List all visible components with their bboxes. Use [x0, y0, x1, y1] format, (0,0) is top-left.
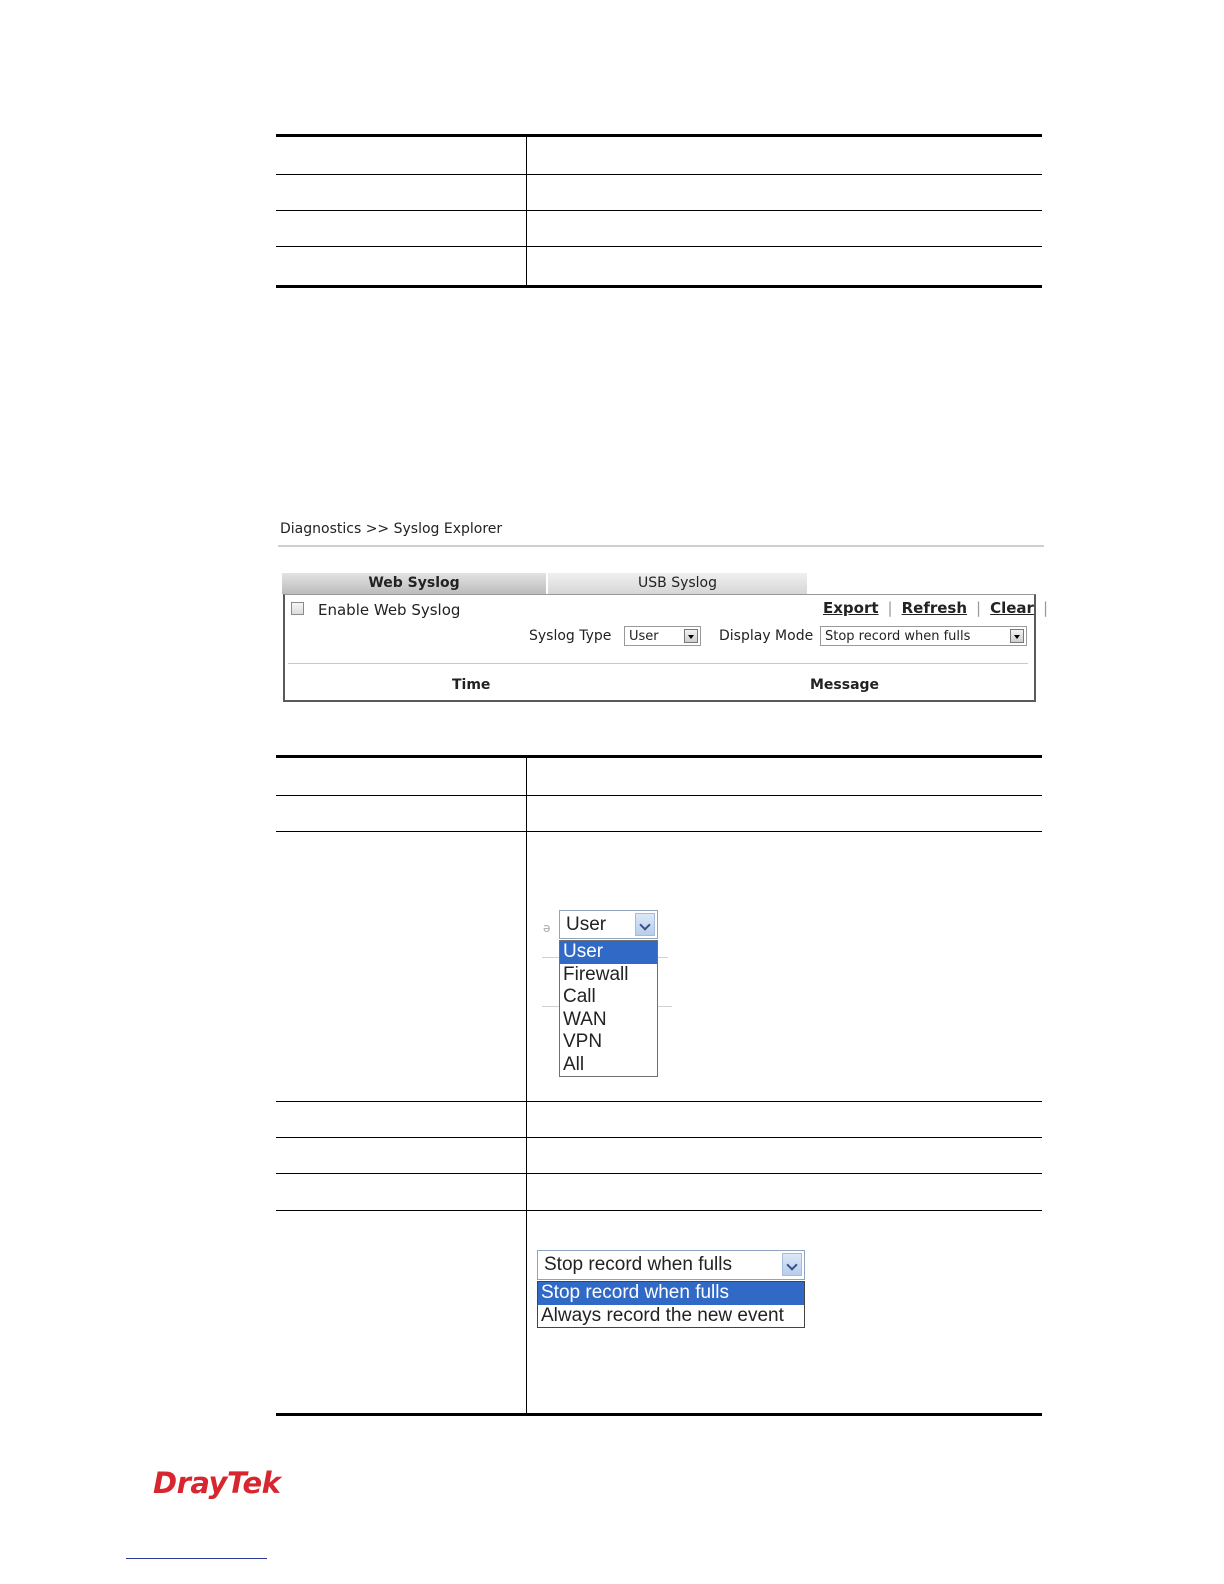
option-vpn[interactable]: VPN: [563, 1031, 603, 1052]
option-stop-record[interactable]: Stop record when fulls: [538, 1282, 804, 1305]
enable-web-syslog-label: Enable Web Syslog: [318, 601, 461, 619]
breadcrumb: Diagnostics >> Syslog Explorer: [280, 521, 503, 537]
display-mode-value: Stop record when fulls: [825, 629, 971, 644]
refresh-link[interactable]: Refresh: [901, 599, 968, 617]
display-mode-label: Display Mode: [719, 628, 814, 644]
export-link[interactable]: Export: [823, 599, 879, 617]
clear-link[interactable]: Clear: [990, 599, 1034, 617]
display-mode-options: [537, 1281, 805, 1328]
display-mode-select[interactable]: [820, 626, 1027, 646]
breadcrumb-divider: [278, 545, 1044, 547]
syslog-type-select[interactable]: [624, 626, 701, 646]
link-separator: |: [976, 599, 982, 617]
option-wan[interactable]: WAN: [563, 1008, 607, 1030]
syslog-type-label: Syslog Type: [529, 628, 612, 644]
syslog-type-options: [559, 940, 658, 1077]
link-separator: |: [1042, 599, 1049, 617]
column-header-message: Message: [810, 677, 880, 693]
tab-web-syslog[interactable]: Web Syslog: [282, 573, 546, 594]
draytek-logo: DrayTek: [153, 1466, 281, 1500]
footer-rule: [126, 1558, 267, 1559]
option-call[interactable]: Call: [563, 986, 596, 1007]
tab-usb-syslog[interactable]: USB Syslog: [548, 573, 807, 594]
panel-divider: [288, 663, 1028, 664]
chevron-down-icon[interactable]: [782, 1253, 802, 1276]
action-links: [823, 599, 1048, 617]
chevron-down-icon[interactable]: [1010, 629, 1024, 643]
display-mode-dropdown[interactable]: [537, 1250, 805, 1280]
option-all[interactable]: All: [563, 1053, 585, 1075]
chevron-down-icon[interactable]: [635, 913, 655, 936]
option-user[interactable]: User: [560, 941, 657, 964]
top-table: [276, 134, 1042, 288]
syslog-type-dropdown-value: User: [566, 914, 607, 935]
syslog-type-dropdown[interactable]: [559, 910, 658, 939]
column-header-time: Time: [452, 677, 491, 693]
syslog-type-value: User: [629, 629, 659, 644]
artifact-glyph: ə: [543, 921, 551, 935]
chevron-down-icon[interactable]: [684, 629, 698, 643]
link-separator: |: [887, 599, 893, 617]
enable-web-syslog-checkbox[interactable]: [291, 602, 304, 615]
display-mode-dropdown-value: Stop record when fulls: [544, 1254, 732, 1275]
option-always-record[interactable]: Always record the new event: [541, 1304, 784, 1326]
option-firewall[interactable]: Firewall: [563, 963, 629, 985]
